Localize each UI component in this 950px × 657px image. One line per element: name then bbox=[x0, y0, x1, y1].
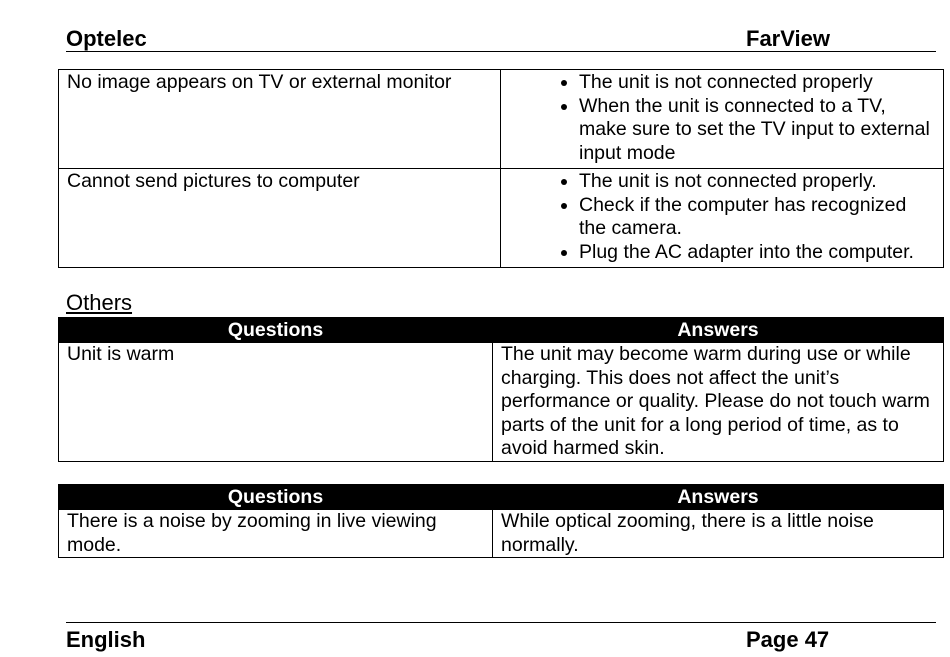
troubleshooting-table bbox=[58, 69, 944, 268]
solution-item: • Check if the computer has recognized the camera. bbox=[579, 194, 935, 241]
column-header-questions: Questions bbox=[59, 318, 493, 343]
problem-cell: No image appears on TV or external monitor bbox=[59, 70, 501, 169]
problem-cell: Cannot send pictures to computer bbox=[59, 169, 501, 268]
answer-cell: While optical zooming, there is a little noise normally. bbox=[493, 510, 944, 558]
solution-cell bbox=[501, 169, 944, 268]
solution-cell bbox=[501, 70, 944, 169]
solution-list bbox=[509, 71, 935, 165]
solution-item: • Plug the AC adapter into the computer. bbox=[579, 241, 935, 265]
table-row bbox=[59, 510, 944, 558]
page-header bbox=[66, 24, 936, 52]
others-table-warm bbox=[58, 317, 944, 462]
column-header-questions: Questions bbox=[59, 485, 493, 510]
solution-list bbox=[509, 170, 935, 264]
brand-name: Optelec bbox=[66, 26, 147, 51]
table-row bbox=[59, 169, 944, 268]
section-title-others: Others bbox=[66, 290, 133, 315]
question-cell: There is a noise by zooming in live viewing mode. bbox=[59, 510, 493, 558]
table-header-row bbox=[59, 485, 944, 510]
product-name: FarView bbox=[746, 26, 830, 51]
question-cell: Unit is warm bbox=[59, 343, 493, 462]
column-header-answers: Answers bbox=[493, 485, 944, 510]
column-header-answers: Answers bbox=[493, 318, 944, 343]
table-header-row bbox=[59, 318, 944, 343]
page-footer bbox=[66, 622, 936, 655]
solution-item: • The unit is not connected properly. bbox=[579, 170, 935, 194]
table-row bbox=[59, 343, 944, 462]
table-row bbox=[59, 70, 944, 169]
footer-language: English bbox=[66, 627, 146, 652]
solution-item: • When the unit is connected to a TV, make sure to set the TV input to external input mode bbox=[579, 95, 935, 166]
page-number: Page 47 bbox=[746, 627, 830, 652]
solution-item: • The unit is not connected properly bbox=[579, 71, 935, 95]
answer-cell: The unit may become warm during use or while charging. This does not affect the unit’s performance or quality. Please do not touch warm parts of the unit for a long period of time, as to avoid harmed skin. bbox=[493, 343, 944, 462]
others-table-noise bbox=[58, 484, 944, 558]
